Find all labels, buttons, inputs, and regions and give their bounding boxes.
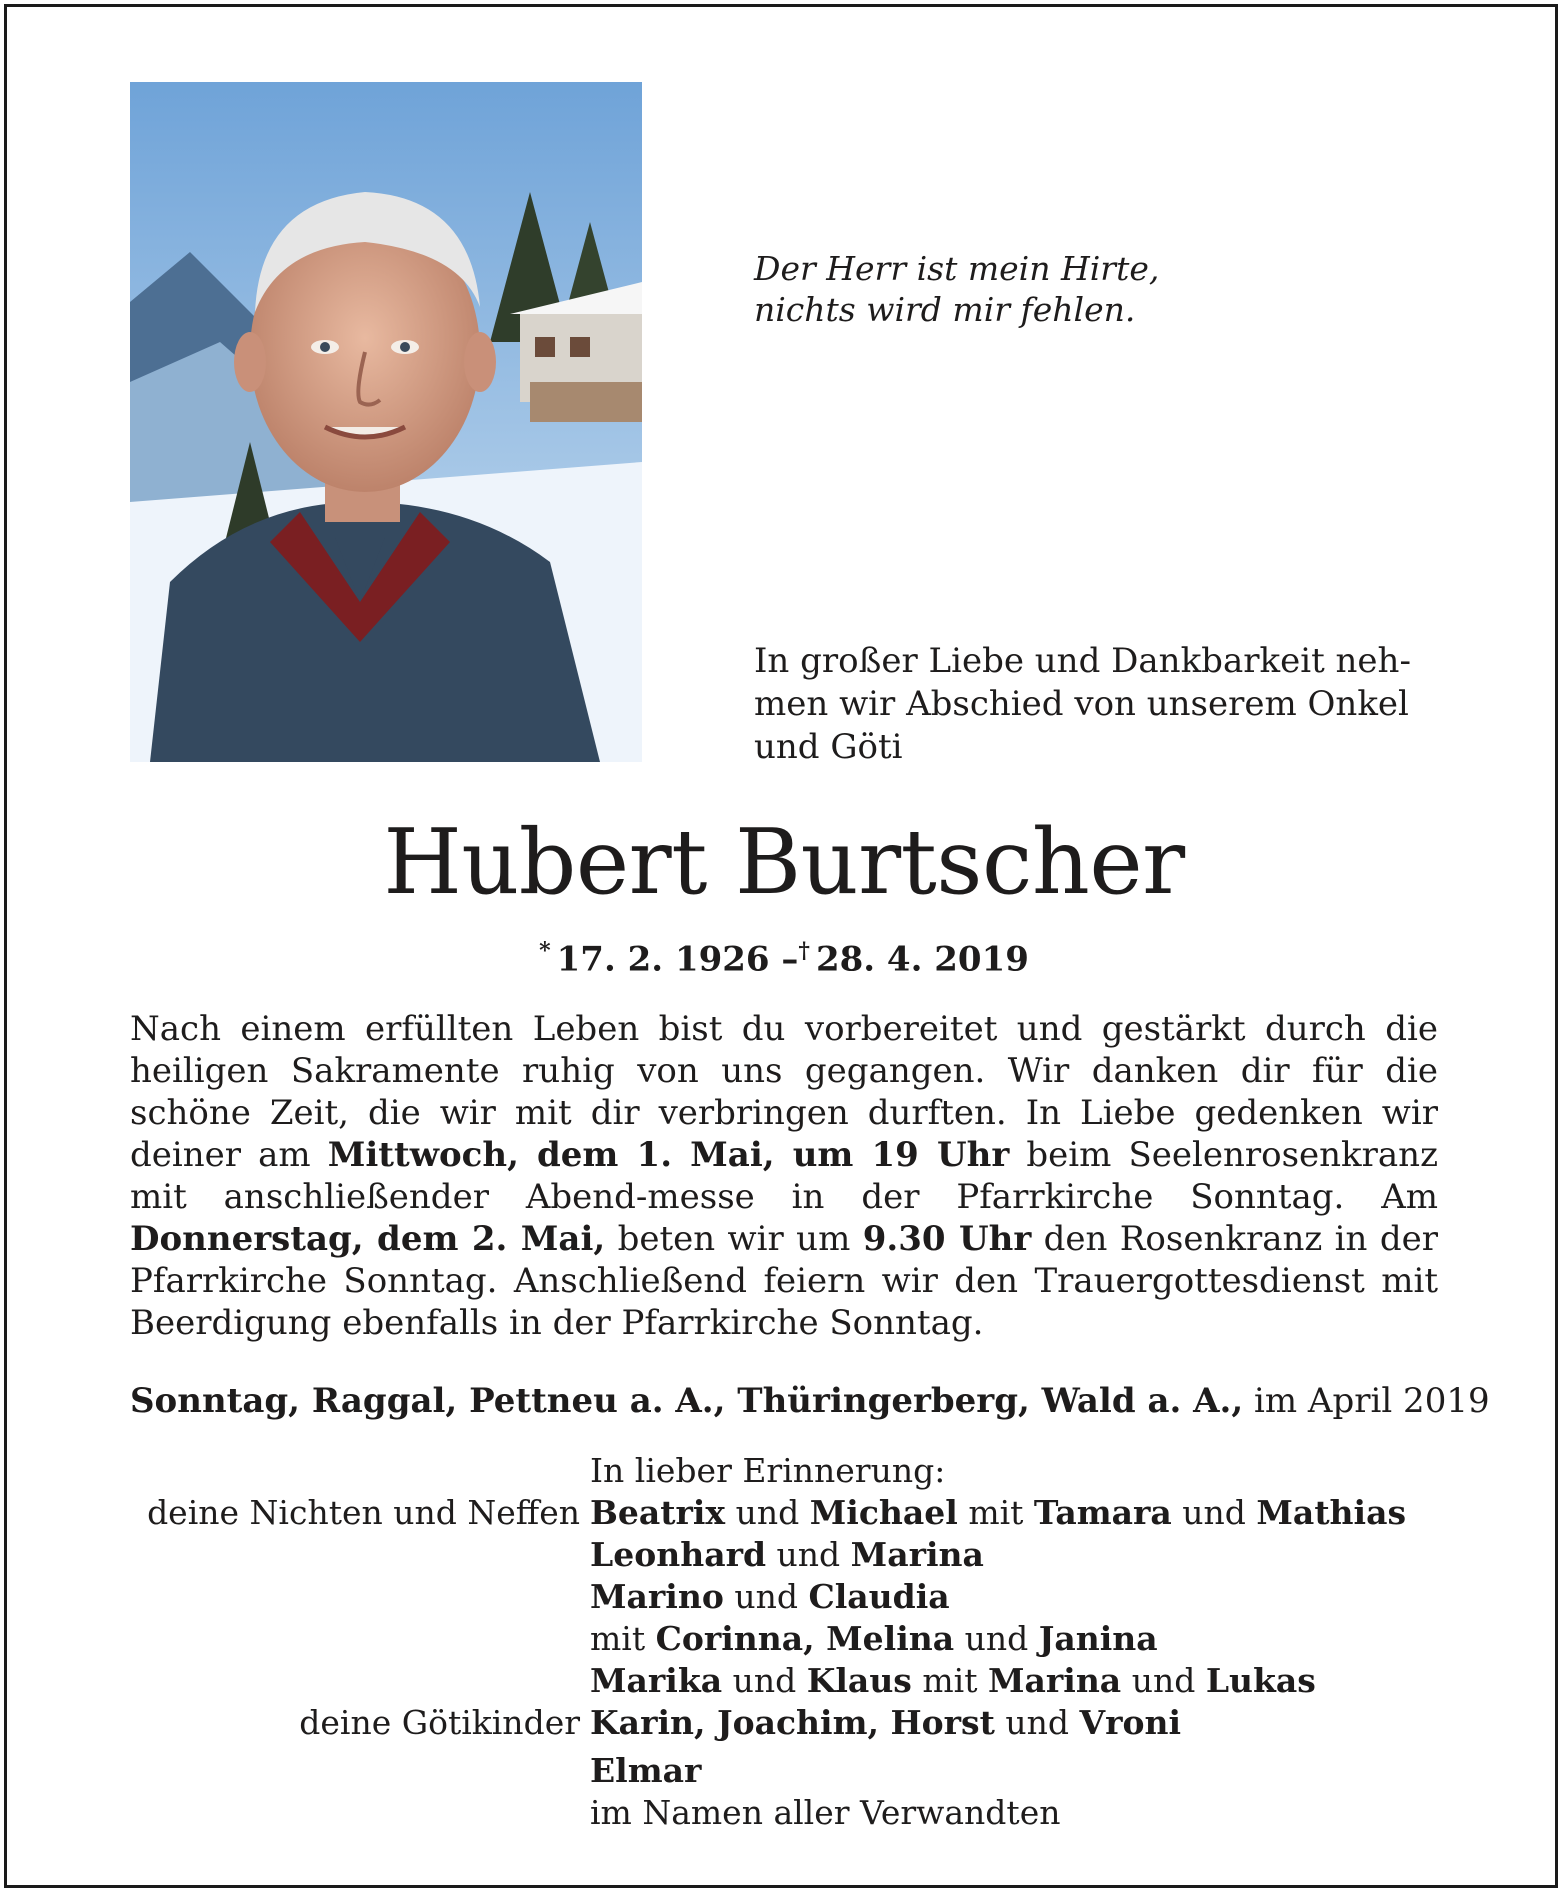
mourner-name: Leonhard — [590, 1535, 767, 1574]
mourner-name: Corinna, Melina — [655, 1619, 955, 1658]
signature-row — [130, 1702, 1438, 1744]
mourner-name: Tamara — [1033, 1493, 1172, 1532]
birth-date: 17. 2. 1926 — [556, 939, 770, 980]
signature-row — [130, 1750, 1438, 1792]
text-part: den Rosenkranz in der Pfarrkirche Sonntag. Anschließend feiern wir den Trauergottesdienst mit Beerdigung ebenfalls in der Pfarrkirche Sonntag. — [130, 1219, 1438, 1343]
places-line — [130, 1380, 1490, 1422]
mourner-name: Marina — [850, 1535, 984, 1574]
joiner: und — [723, 1577, 809, 1616]
mourner-name: Marina — [987, 1661, 1122, 1700]
text-part: beim Seelenrosenkranz mit anschließender Abend-messe in der Pfarrkirche Sonntag. Am — [130, 1135, 1438, 1217]
farewell-intro — [754, 640, 1438, 769]
rosary-date: Mittwoch, dem 1. Mai, um 19 Uhr — [327, 1135, 1010, 1175]
text-part: beten wir um — [605, 1219, 863, 1259]
signature-row — [130, 1792, 1438, 1834]
mourner-name: Lukas — [1205, 1661, 1316, 1700]
godchildren-label: deine Götikinder — [299, 1703, 580, 1742]
joiner: und — [954, 1619, 1039, 1658]
place-date: im April 2019 — [1243, 1381, 1490, 1421]
portrait-photo — [130, 82, 642, 762]
joiner: und — [725, 1493, 810, 1532]
date-separator: – — [781, 939, 799, 980]
deceased-name: Hubert Burtscher — [383, 810, 1185, 915]
mourner-name: Marika — [590, 1661, 723, 1700]
intro-line-1: In großer Liebe und Dankbarkeit neh- — [754, 641, 1411, 681]
joiner: mit — [957, 1493, 1034, 1532]
verse-line-2: nichts wird mir fehlen. — [754, 290, 1136, 329]
signature-row — [130, 1618, 1438, 1660]
memory-heading: In lieber Erinnerung: — [590, 1451, 946, 1490]
signature-block — [130, 1450, 1438, 1834]
places-list: Sonntag, Raggal, Pettneu a. A., Thüringerberg, Wald a. A., — [130, 1381, 1244, 1421]
joiner: und — [1171, 1493, 1257, 1532]
mourner-name: Klaus — [806, 1661, 912, 1700]
announcement-text — [130, 1008, 1438, 1344]
death-date: 28. 4. 2019 — [815, 939, 1029, 980]
intro-line-2: men wir Abschied von unserem Onkel — [754, 684, 1409, 724]
mourner-name: Beatrix — [590, 1493, 726, 1532]
mourner-name: Claudia — [808, 1577, 950, 1616]
mourner-name: Elmar — [590, 1751, 702, 1790]
funeral-time: 9.30 Uhr — [862, 1219, 1032, 1259]
text-part: Nach einem erfüllten Leben bist du vorbereitet und gestärkt durch die heiligen Sakramente ruhig von uns gegangen. Wir danken dir für die schöne Zeit, die wir mit dir verbringen durften. In Liebe gedenken wir deiner am — [130, 1009, 1438, 1175]
death-symbol: † — [798, 938, 810, 964]
signature-row — [130, 1534, 1438, 1576]
birth-symbol: * — [539, 938, 551, 964]
mourner-name: Michael — [809, 1493, 958, 1532]
joiner: und — [1121, 1661, 1206, 1700]
signature-row — [130, 1576, 1438, 1618]
joiner: und — [722, 1661, 807, 1700]
joiner: und — [766, 1535, 851, 1574]
signature-row — [130, 1492, 1438, 1534]
closing-line: im Namen aller Verwandten — [590, 1793, 1061, 1832]
joiner: mit — [590, 1619, 656, 1658]
nieces-label: deine Nichten und Neffen — [147, 1493, 580, 1532]
verse-line-1: Der Herr ist mein Hirte, — [754, 249, 1160, 288]
mourner-name: Janina — [1038, 1619, 1158, 1658]
bible-verse — [754, 248, 1174, 330]
mourner-name: Karin, Joachim, Horst — [590, 1703, 995, 1742]
intro-line-3: und Göti — [754, 727, 903, 767]
mourner-name: Mathias — [1256, 1493, 1407, 1532]
joiner: und — [994, 1703, 1080, 1742]
joiner: mit — [911, 1661, 988, 1700]
mourner-name: Marino — [590, 1577, 724, 1616]
life-dates — [0, 938, 1568, 979]
funeral-date: Donnerstag, dem 2. Mai, — [130, 1219, 606, 1259]
signature-row — [130, 1660, 1438, 1702]
mourner-name: Vroni — [1079, 1703, 1182, 1742]
